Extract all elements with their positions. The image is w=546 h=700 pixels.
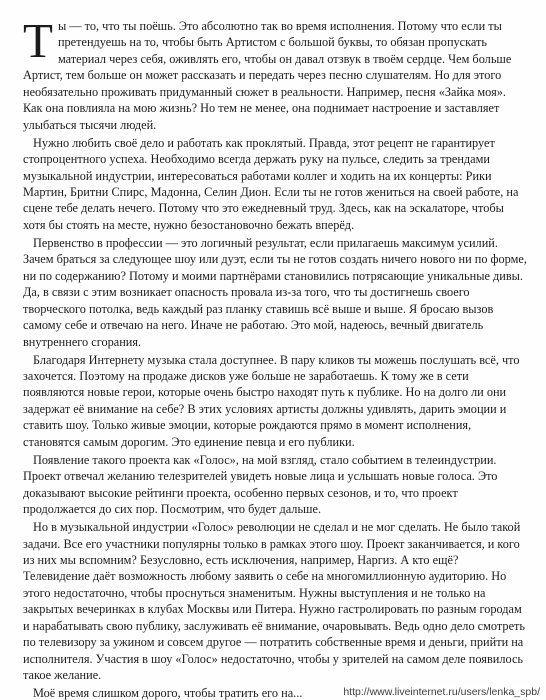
article-paragraph-3: Первенство в профессии — это логичный результат, если прилагаешь максимум усилий. Зачем браться за следующее шоу или дуэт, если ты не готов создать ничего нового ни по форме, ни по содержанию? Потому и моими партнёрами становились потрясающие уникальные дивы. Да, в связи с этим возникает опасность провала из-за того, что ты достигнешь своего творческого потолка, ведь каждый раз планку ставишь всё выше и выше. Я бросаю вызов самому себе и отвечаю на него. Иначе не работаю. Это мой, надеюсь, вечный двигатель внутреннего сгорания.	[23, 235, 527, 349]
article-paragraph-2: Нужно любить своё дело и работать как проклятый. Правда, этот рецепт не гарантирует стопроцентного успеха. Необходимо всегда держать руку на пульсе, следить за трендами музыкальной индустрии, интересоваться работами коллег и ходить на их концерты: Рики Мартин, Бритни Спирс, Мадонна, Селин Дион. Если ты не готов жениться на своей работе, на сцене тебе делать нечего. Потому что это ежедневный труд. Здесь, как на эскалаторе, чтобы хотя бы стоять на месте, нужно безостановочно бежать вперёд.	[23, 135, 519, 232]
drop-cap-letter: Т	[23, 13, 53, 68]
paragraph-text: ы — то, что ты поёшь. Это абсолютно так во время исполнения. Потому что если ты претендуешь на то, чтобы быть Артистом с большой буквы, то обязан пропускать материал через себя, оживлять его, чтобы он давал отзвук в твоём сердце. Чем больше Артист, тем больше он может рассказать и передать через песню слушателям. Но для этого необязательно проживать придуманный сюжет в реальности. Например, песня «Зайка моя». Как она повлияла на мою жизнь? Но тем не менее, она поднимает настроение и заставляет улыбаться тысячи людей.	[23, 19, 512, 132]
article-paragraph-7: Моё время слишком дорого, чтобы тратить его на...	[33, 686, 303, 700]
article-paragraph-5: Появление такого проекта как «Голос», на мой взгляд, стало событием в телеиндустрии. Проект отвечал желанию телезрителей увидеть новые лица и услышать новые голоса. Это доказывают высокие рейтинги проекта, особенно первых сезонов, и то, что проект продолжается до сих пор. Посмотрим, что будет дальше.	[23, 452, 498, 517]
article-paragraph-6: Но в музыкальной индустрии «Голос» революции не сделал и не мог сделать. Не было такой задачи. Все его участники популярны только в рамках этого шоу. Проект заканчивается, и кого из них мы вспомним? Безусловно, есть исключения, например, Наргиз. А кто ещё? Телевидение даёт возможность любому заявить о себе на многомиллионную аудиторию. Но этого недостаточно, чтобы проснуться знаменитым. Нужны выступления и не только на закрытых вечеринках в клубах Москвы или Питера. Нужно гастролировать по разным городам и нарабатывать свою публику, заслуживать её внимание, очаровывать. Ведь одно дело смотреть по телевизору за ужином и совсем другое — потратить собственные время и деньги, прийти на исполнителя. Участия в шоу «Голос» недостаточно, чтобы у зрителей на самом деле появилось такое желание.	[23, 520, 526, 683]
article-paragraph-4: Благодаря Интернету музыка стала доступнее. В пару кликов ты можешь послушать всё, что захочется. Поэтому на продаже дисков уже больше не заработаешь. К тому же в сети появляются новые герои, которые очень быстро находят путь к публике. Но на долго ли они задержат её внимание на себе? В этих условиях артисты должны удивлять, дарить эмоции и ставить шоу. Только живые эмоции, которые рождаются прямо в момент исполнения, становятся самым дорогим. Это единение певца и его публики.	[23, 352, 520, 449]
article-paragraph-1	[23, 13, 527, 133]
article-body	[23, 13, 527, 700]
source-watermark: http://www.liveinternet.ru/users/lenka_spb/	[343, 686, 540, 698]
